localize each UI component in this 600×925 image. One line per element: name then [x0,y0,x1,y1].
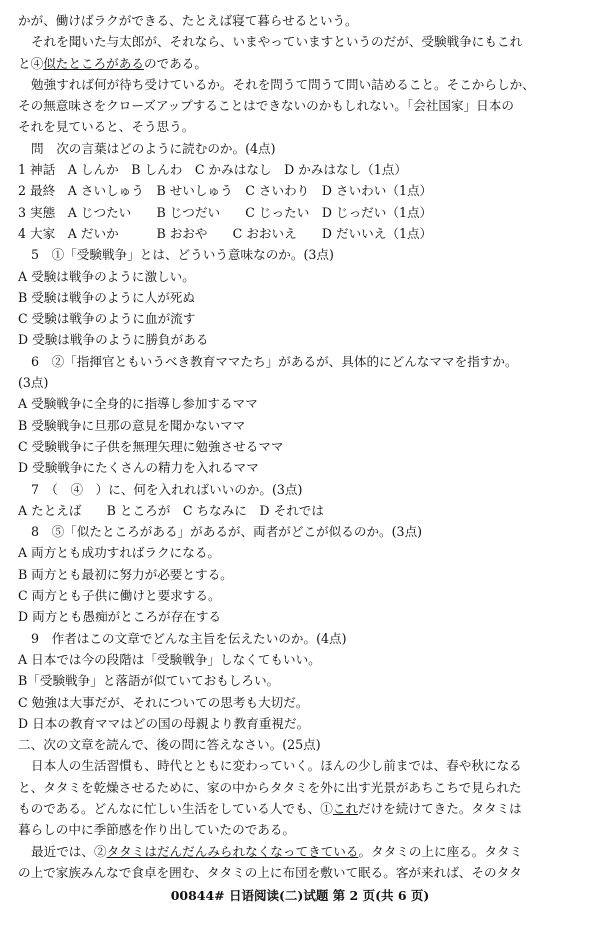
question-line [18,287,586,308]
question-line [18,244,586,265]
question-line [18,628,586,649]
question-line [18,585,586,606]
line-text: A 受験戦争に全身的に指導し参加するママ [18,396,258,412]
line-text: C 勉強は大事だが、それについての思考も大切だ。 [18,694,309,710]
section-two-line [18,819,586,840]
question-line [18,692,586,713]
question-list [18,138,586,734]
line-text: 2 最終 A さいしゅう B せいしゅう C さいわり D さいわい（1点） [18,183,433,199]
line-text: A 両方とも成功すればラクになる。 [18,545,221,561]
line-text: 二、次の文章を読んで、後の問に答えなさい。(25点) [18,737,321,753]
question-line [18,351,586,372]
question-line [18,138,586,159]
passage-line [18,31,586,52]
section-two-line [18,755,586,776]
section-two-passage [18,734,586,883]
line-text: 日本人の生活習慣も、時代とともに変わっていく。ほんの少し前までは、春や秋になる [31,758,522,774]
line-text-tail: のである。 [143,55,207,71]
passage-line [18,116,586,137]
line-text: 最近では、② [31,843,107,859]
question-line [18,606,586,627]
line-text: その無意味さをクローズアップすることはできないのかもしれない。「会社国家」日本の [18,98,514,114]
question-line [18,202,586,223]
line-text: それを見ていると、そう思う。 [18,119,195,135]
exam-text-body [18,10,586,883]
line-text: と、タタミを乾燥させるために、家の中からタタミを外に出す光景があちこちで見られた [18,779,522,795]
question-line [18,713,586,734]
question-line [18,223,586,244]
line-text: 7 （ ④ ）に、何を入れればいいのか。(3点) [31,481,303,497]
line-text-tail: だけを続けてきた。タタミは [358,800,522,816]
question-line [18,564,586,585]
question-line [18,500,586,521]
page-footer: 00844# 日语阅读(二)试题 第 2 页(共 6 页) [170,888,430,903]
question-line [18,670,586,691]
passage-line [18,10,586,31]
section-two-line [18,862,586,883]
question-line [18,649,586,670]
line-text: B 両方とも最初に努力が必要とする。 [18,566,233,582]
line-text: 8 ⑤「似たところがある」があるが、両者がどこが似るのか。(3点) [31,524,423,540]
line-text: 9 作者はこの文章でどんな主旨を伝えたいのか。(4点) [31,630,347,646]
section-two-line [18,777,586,798]
line-text: D 両方とも愚痴がところが存在する [18,609,222,625]
question-line [18,329,586,350]
line-text: C 両方とも子供に働けと要求する。 [18,588,221,604]
line-text: ものである。どんなに忙しい生活をしている人でも、① [18,800,333,816]
question-line [18,180,586,201]
line-text: A 受験は戦争のように激しい。 [18,268,195,284]
underlined-phrase: 似たところがある [43,55,144,71]
line-text: D 受験戦争にたくさんの精力を入れるママ [18,460,259,476]
line-text: B「受験戦争」と落語が似ていておもしろい。 [18,673,280,689]
question-line [18,457,586,478]
passage-line [18,53,586,74]
line-text: D 受験は戦争のように勝負がある [18,332,209,348]
line-text: 問 次の言葉はどのように読むのか。(4点) [31,140,276,156]
section-two-line [18,841,586,862]
line-text: (3点) [18,375,49,391]
line-text-tail: 。タタミの上に座る。タタミ [358,843,523,859]
question-line [18,479,586,500]
line-text: 5 ①「受験戦争」とは、どういう意味なのか。(3点) [31,247,334,263]
line-text: B 受験戦争に旦那の意見を聞かないママ [18,417,246,433]
line-text: 6 ②「指揮官ともいうべき教育ママたち」があるが、具体的にどんなママを指すか。 [31,353,518,369]
line-text: 4 大家 A だいか B おおや C おおいえ D だいいえ（1点） [18,225,433,241]
passage-line [18,74,586,95]
section-two-line [18,734,586,755]
line-text: と④ [18,55,44,71]
question-line [18,542,586,563]
question-line [18,521,586,542]
line-text: それを聞いた与太郎が、それなら、いまやっていますというのだが、受験戦争にもこれ [31,34,523,50]
question-line [18,308,586,329]
question-line [18,159,586,180]
question-line [18,372,586,393]
line-text: の上で家族みんなで食卓を囲む、タタミの上に布団を敷いて眠る。客が来れば、そのタタ [18,864,522,880]
question-line [18,266,586,287]
question-line [18,436,586,457]
line-text: かが、働けばラクができる、たとえば寝て暮らせるという。 [18,13,358,28]
section-two-line [18,798,586,819]
question-line [18,393,586,414]
line-text: C 受験は戦争のように血が流す [18,311,196,327]
underlined-phrase: タタミはだんだんみられなくなってきている [106,843,359,859]
line-text: C 受験戦争に子供を無理矢理に勉強させるママ [18,438,284,454]
line-text: A 日本では今の段階は「受験戦争」しなくてもいい。 [18,651,321,667]
underlined-phrase: これ [332,800,359,816]
passage-one-ending [18,10,586,138]
line-text: 3 実態 A じつたい B じつだい C じったい D じっだい（1点） [18,204,433,220]
line-text: 暮らしの中に季節感を作り出していたのである。 [18,822,296,838]
line-text: D 日本の教育ママはどの国の母親より教育重視だ。 [18,715,310,731]
passage-line [18,95,586,116]
line-text: A たとえば B ところが C ちなみに D それでは [18,502,324,518]
line-text: 1 神話 A しんか B しんわ C かみはなし D かみはなし（1点） [18,162,407,178]
line-text: B 受験は戦争のように人が死ぬ [18,289,195,305]
line-text: 勉強すれば何が待ち受けているか。それを問うて問うて問い詰めること。そこからしか、 [31,76,535,92]
question-line [18,415,586,436]
